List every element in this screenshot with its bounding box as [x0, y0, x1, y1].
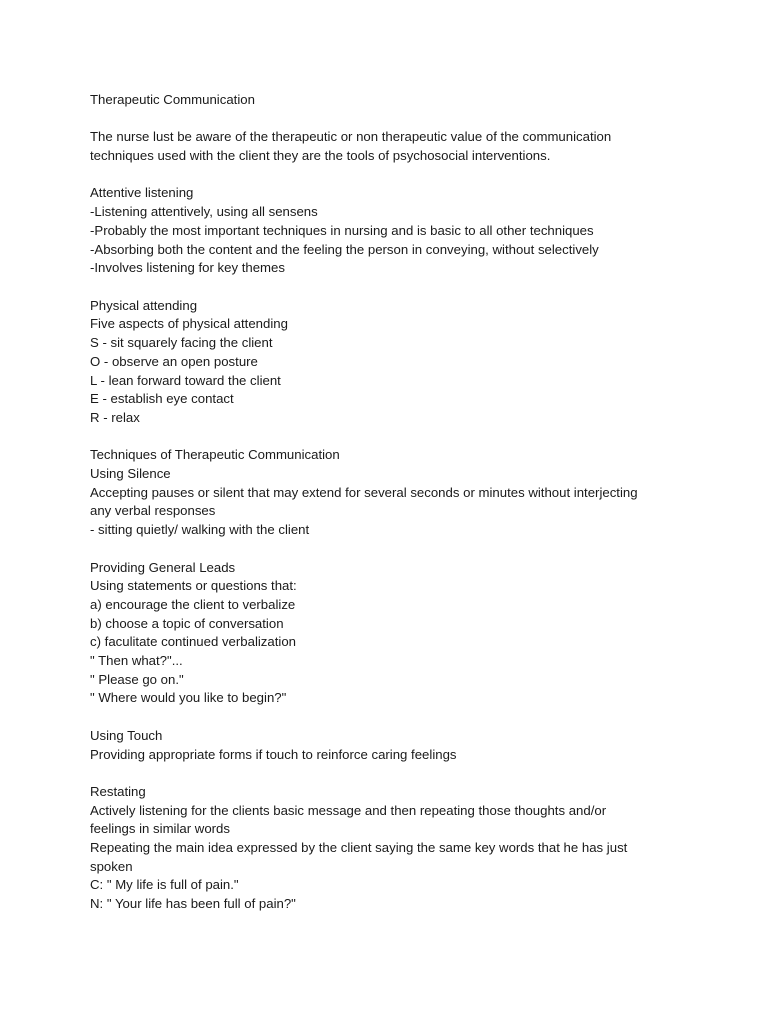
- paragraph-gap: [90, 428, 680, 447]
- section-line: -Probably the most important techniques in nursing and is basic to all other techniques: [90, 222, 594, 238]
- section-line: Repeating the main idea expressed by the client saying the same key words that he has just: [90, 840, 628, 856]
- section-heading: Physical attending: [90, 297, 198, 313]
- paragraph-gap: [90, 540, 680, 559]
- section-line: C: " My life is full of pain.": [90, 877, 239, 893]
- section-subheading: Using Silence: [90, 466, 171, 481]
- section-line: Using statements or questions that:: [90, 578, 297, 594]
- intro-line: techniques used with the client they are the tools of psychosocial interventions.: [90, 148, 551, 164]
- section-line: - sitting quietly/ walking with the client: [90, 522, 310, 538]
- section-heading: Using Touch: [90, 727, 163, 743]
- section-line: -Listening attentively, using all sensens: [90, 204, 318, 220]
- intro-paragraph: [90, 128, 680, 165]
- general-leads-section: [90, 559, 680, 709]
- section-line: O - observe an open posture: [90, 353, 258, 369]
- section-line: S - sit squarely facing the client: [90, 335, 273, 351]
- section-line: N: " Your life has been full of pain?": [90, 896, 296, 912]
- section-line: " Then what?"...: [90, 653, 183, 669]
- section-line: -Involves listening for key themes: [90, 260, 285, 276]
- paragraph-gap: [90, 278, 680, 297]
- section-line: " Where would you like to begin?": [90, 690, 287, 706]
- section-heading: Attentive listening: [90, 185, 194, 201]
- document-body: [90, 91, 680, 914]
- paragraph-gap: [90, 708, 680, 727]
- physical-attending-section: [90, 297, 680, 428]
- section-heading: Techniques of Therapeutic Communication: [90, 447, 340, 463]
- section-heading: Providing General Leads: [90, 559, 236, 575]
- section-line: a) encourage the client to verbalize: [90, 596, 296, 612]
- section-line: " Please go on.": [90, 671, 184, 687]
- section-line: b) choose a topic of conversation: [90, 615, 284, 631]
- section-line: any verbal responses: [90, 503, 216, 519]
- paragraph-gap: [90, 166, 680, 185]
- using-touch-section: [90, 727, 680, 764]
- section-line: E - establish eye contact: [90, 391, 234, 407]
- section-line: Five aspects of physical attending: [90, 316, 288, 332]
- section-line: spoken: [90, 858, 133, 874]
- section-line: Accepting pauses or silent that may extend for several seconds or minutes without interjecting: [90, 484, 638, 500]
- section-line: Actively listening for the clients basic message and then repeating those thoughts and/or: [90, 802, 607, 818]
- techniques-section: [90, 446, 680, 540]
- paragraph-gap: [90, 110, 680, 129]
- section-line: c) faculitate continued verbalization: [90, 634, 296, 650]
- intro-line: The nurse lust be aware of the therapeutic or non therapeutic value of the communication: [90, 129, 612, 145]
- section-line: -Absorbing both the content and the feeling the person in conveying, without selectively: [90, 241, 599, 257]
- restating-section: [90, 783, 680, 914]
- paragraph-gap: [90, 764, 680, 783]
- section-line: R - relax: [90, 409, 140, 425]
- document-title: Therapeutic Communication: [90, 92, 255, 107]
- section-heading: Restating: [90, 783, 146, 799]
- attentive-listening-section: [90, 184, 680, 278]
- section-line: L - lean forward toward the client: [90, 372, 281, 388]
- section-line: feelings in similar words: [90, 821, 230, 837]
- section-line: Providing appropriate forms if touch to reinforce caring feelings: [90, 746, 457, 762]
